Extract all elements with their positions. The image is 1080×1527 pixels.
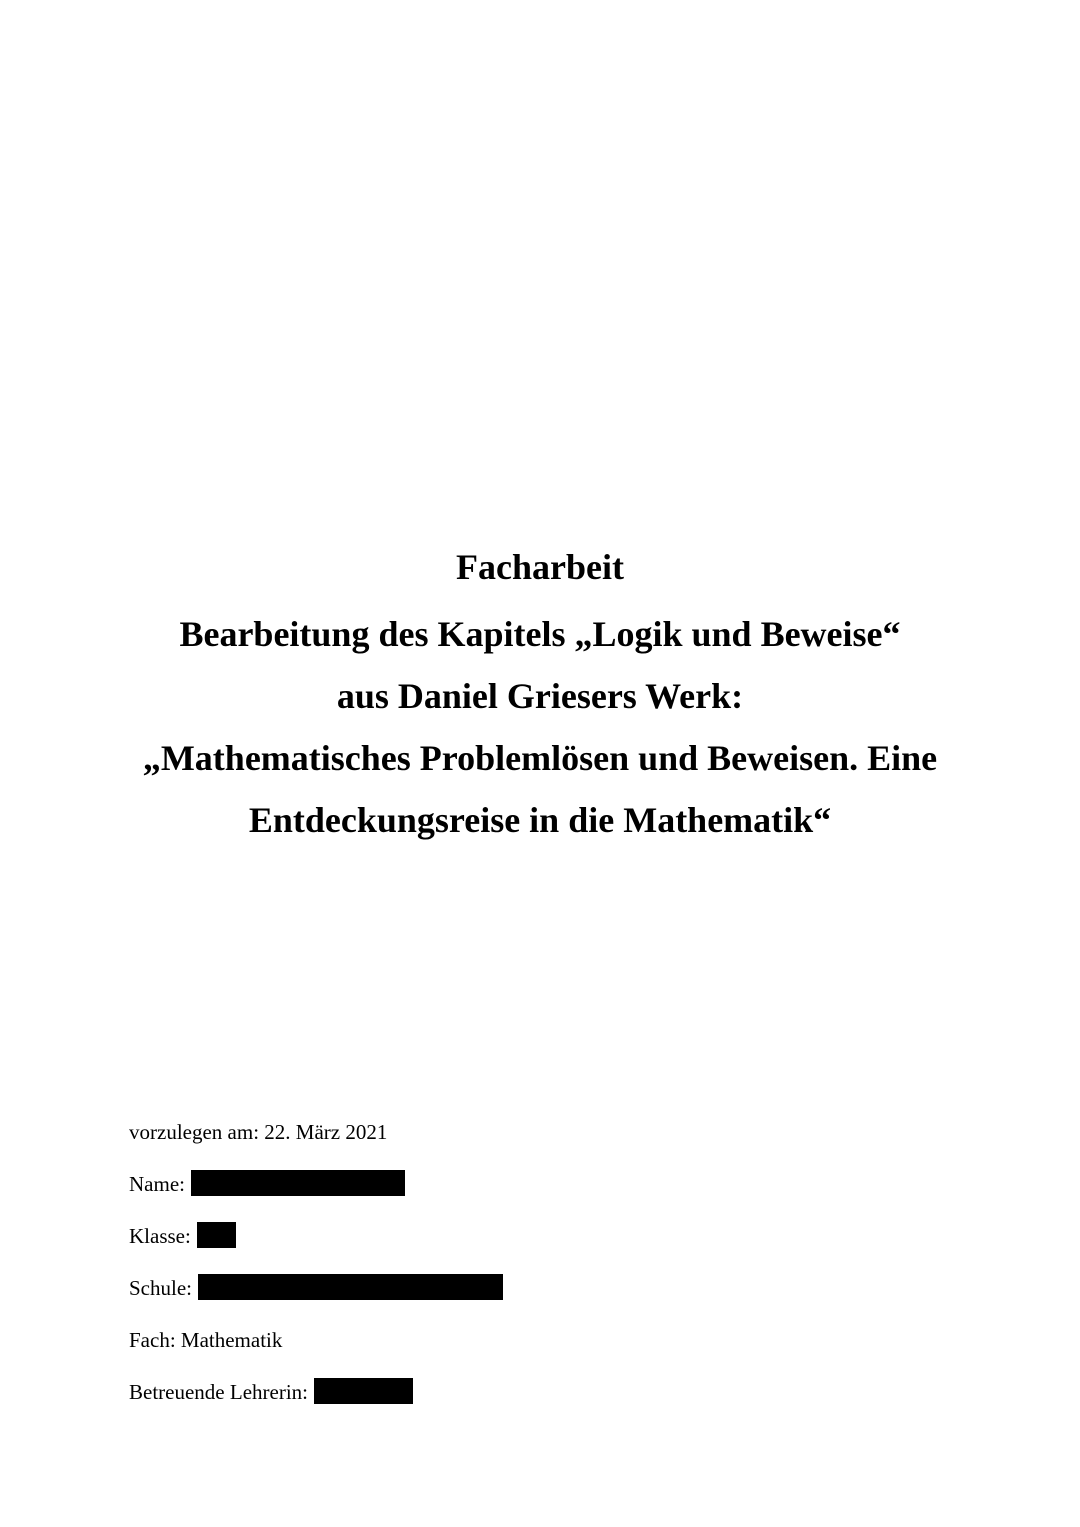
- class-label: Klasse:: [129, 1224, 191, 1248]
- title-block: [0, 543, 1080, 851]
- teacher-row: [129, 1378, 503, 1430]
- class-redaction: [197, 1222, 236, 1248]
- subject-text: Fach: Mathematik: [129, 1328, 283, 1352]
- title-line-4: Entdeckungsreise in die Mathematik“: [248, 800, 832, 840]
- teacher-redaction: [314, 1378, 413, 1404]
- title-line-2: aus Daniel Griesers Werk:: [336, 676, 744, 716]
- school-row: [129, 1274, 503, 1326]
- title-line-1: Bearbeitung des Kapitels „Logik und Beweise“: [179, 614, 901, 654]
- title-line-3: „Mathematisches Problemlösen und Beweisen. Eine: [142, 738, 938, 778]
- subject-row: [129, 1326, 503, 1378]
- name-row: [129, 1170, 503, 1222]
- document-metadata: [129, 1118, 503, 1430]
- class-row: [129, 1222, 503, 1274]
- name-label: Name:: [129, 1172, 185, 1196]
- document-title: [0, 603, 1080, 851]
- due-date-row: [129, 1118, 503, 1170]
- school-label: Schule:: [129, 1276, 192, 1300]
- school-redaction: [198, 1274, 503, 1300]
- teacher-label: Betreuende Lehrerin:: [129, 1380, 308, 1404]
- due-date-text: vorzulegen am: 22. März 2021: [129, 1120, 388, 1144]
- name-redaction: [191, 1170, 405, 1196]
- document-type: Facharbeit: [456, 547, 624, 587]
